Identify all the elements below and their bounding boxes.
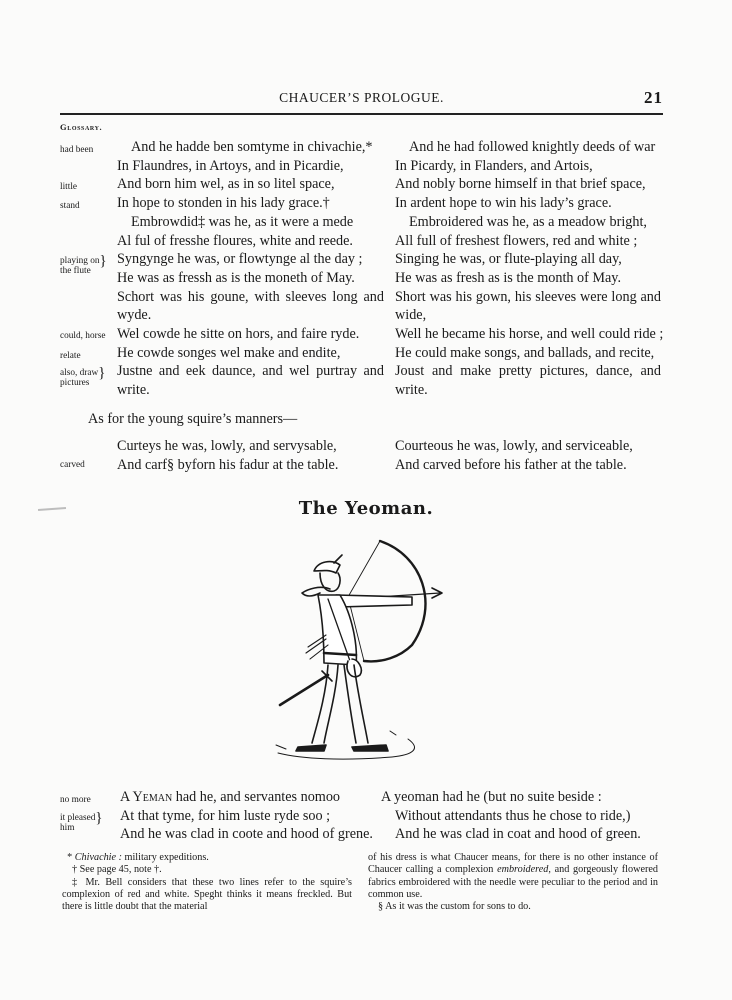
gloss-little: little bbox=[60, 182, 78, 192]
gloss-stand: stand bbox=[60, 201, 80, 211]
verse-modern-line: In ardent hope to win his lady’s grace. bbox=[395, 195, 612, 212]
verse-original-line: And he was clad in coote and hood of grene. bbox=[120, 826, 373, 843]
section-title: The Yeoman. bbox=[298, 498, 434, 519]
page-number: 21 bbox=[644, 88, 663, 107]
gloss-line: also, draw bbox=[60, 368, 99, 378]
verse-original-line: And carf§ byforn his fadur at the table. bbox=[117, 456, 339, 473]
verse-modern-line: All full of freshest flowers, red and white ; bbox=[395, 232, 638, 249]
gloss-line: him bbox=[60, 823, 75, 833]
verse-original-line: In hope to stonden in his lady grace.† bbox=[117, 195, 330, 212]
verse-original-line: Embrowdid‡ was he, as it were a mede bbox=[131, 213, 354, 230]
prose-interlude: As for the young squire’s manners— bbox=[88, 411, 298, 427]
footnote: ‡ Mr. Bell considers that these two lines refer to the squire’s complexion of red and white. Speght thinks it means freckled. But there is little doubt that the material bbox=[62, 876, 352, 913]
verse-original-line: Wel cowde he sitte on hors, and faire ryde. bbox=[117, 326, 360, 342]
verse-original-line: Justne and eek daunce, and wel purtray and write. bbox=[117, 363, 384, 399]
header-rule bbox=[60, 113, 663, 115]
gloss-draw-pictures bbox=[60, 366, 105, 388]
verse-modern-line: In Picardy, in Flanders, and Artois, bbox=[395, 157, 593, 174]
verse-original-line: He was as fressh as is the moneth of May. bbox=[117, 269, 355, 286]
verse-modern-line: Well he became his horse, and well could ride ; bbox=[395, 326, 664, 342]
right-shoe bbox=[352, 745, 388, 751]
gloss-carved: carved bbox=[60, 460, 85, 470]
gloss-no-more: no more bbox=[60, 795, 91, 805]
verse-original-line: Syngynge he was, or flowtynge al the day ; bbox=[117, 251, 363, 268]
footnotes-right bbox=[368, 852, 658, 913]
gloss-had-been: had been bbox=[60, 145, 94, 155]
gloss-relate: relate bbox=[60, 351, 81, 361]
footnotes-left bbox=[62, 852, 352, 913]
bow-arm bbox=[336, 595, 412, 607]
verse-original-line: In Flaundres, in Artoys, and in Picardie, bbox=[117, 157, 344, 174]
gloss-line: playing on bbox=[60, 256, 100, 266]
footnote: * Chivachie : military expeditions. bbox=[62, 852, 209, 863]
footnote-emphasis: embroidered bbox=[497, 864, 549, 876]
verse-original-line: At that tyme, for him luste ryde soo ; bbox=[120, 807, 331, 824]
verse-modern-line: And he had followed knightly deeds of war bbox=[409, 139, 656, 155]
ground-strokes bbox=[276, 731, 415, 759]
verse-original-line: Al ful of fresshe floures, white and reede. bbox=[117, 232, 353, 249]
hat bbox=[314, 562, 340, 573]
verse-original-line: And he hadde ben somtyme in chivachie,* bbox=[131, 139, 373, 155]
verse-modern-line: Without attendants thus he chose to ride,) bbox=[395, 807, 631, 824]
verse-modern-line: Courteous he was, lowly, and serviceable, bbox=[395, 438, 633, 454]
glossary-heading: Glossary. bbox=[60, 122, 103, 132]
verse-modern-line: And carved before his father at the table. bbox=[395, 456, 627, 473]
gloss-playing-on-flute bbox=[60, 254, 107, 276]
footnote: † See page 45, note †. bbox=[72, 864, 162, 876]
verse-original-line: Schort was his goune, with sleeves long and wyde. bbox=[117, 288, 384, 324]
verse-modern-line: And he was clad in coat and hood of green. bbox=[395, 826, 641, 843]
verse-modern-line: Embroidered was he, as a meadow bright, bbox=[409, 213, 647, 230]
footnote-text: of his dress is what Chaucer means, for there is no other instance of Chaucer calling a complexion bbox=[368, 852, 658, 876]
footnote: § As it was the custom for sons to do. bbox=[378, 901, 531, 913]
verse-original-line: He cowde songes wel make and endite, bbox=[117, 344, 341, 361]
verse-original-line: Curteys he was, lowly, and servysable, bbox=[117, 438, 337, 454]
brace-glyph: } bbox=[98, 365, 106, 381]
footnote-term: Chivachie : bbox=[74, 852, 122, 863]
verse-modern-line: Joust and make pretty pictures, dance, and write. bbox=[395, 363, 661, 399]
verse-modern-line: A yeoman had he (but no suite beside : bbox=[381, 789, 602, 805]
right-leg-back bbox=[354, 665, 368, 743]
page-header bbox=[60, 88, 663, 108]
running-title: CHAUCER’S PROLOGUE. bbox=[279, 90, 444, 105]
archer-illustration bbox=[272, 535, 452, 763]
left-shoe bbox=[296, 745, 326, 751]
sword bbox=[280, 675, 328, 705]
gloss-could-horse: could, horse bbox=[60, 331, 106, 341]
brace-glyph: } bbox=[99, 253, 107, 269]
verse-modern-line: And nobly borne himself in that brief space, bbox=[395, 176, 646, 193]
verse-modern-line: He could make songs, and ballads, and recite, bbox=[395, 344, 655, 361]
verse-modern-line: Singing he was, or flute-playing all day, bbox=[395, 251, 622, 268]
footnote-continued bbox=[368, 852, 658, 901]
verse-modern-line: He was as fresh as is the month of May. bbox=[395, 269, 622, 286]
gloss-line: pictures bbox=[60, 378, 90, 388]
verse-original-line: And born him wel, as in so litel space, bbox=[117, 176, 335, 193]
verse-modern-line: Short was his gown, his sleeves were long and wide, bbox=[395, 288, 661, 324]
gloss-line: it pleased bbox=[60, 813, 96, 823]
gloss-line: the flute bbox=[60, 266, 91, 276]
footnote-text: military expeditions. bbox=[121, 852, 209, 863]
verse-text: had he, and servantes nomoo bbox=[172, 789, 341, 805]
hat-feather bbox=[334, 555, 342, 563]
verse-original-line bbox=[120, 788, 340, 807]
footnote-text: , and gorgeously flowered fabrics embroidered with the needle were peculiar to the period and in common use. bbox=[368, 864, 658, 900]
brace-glyph: } bbox=[95, 810, 103, 826]
gloss-it-pleased-him bbox=[60, 811, 103, 833]
yeman-small-caps: A Yeman bbox=[120, 789, 173, 805]
